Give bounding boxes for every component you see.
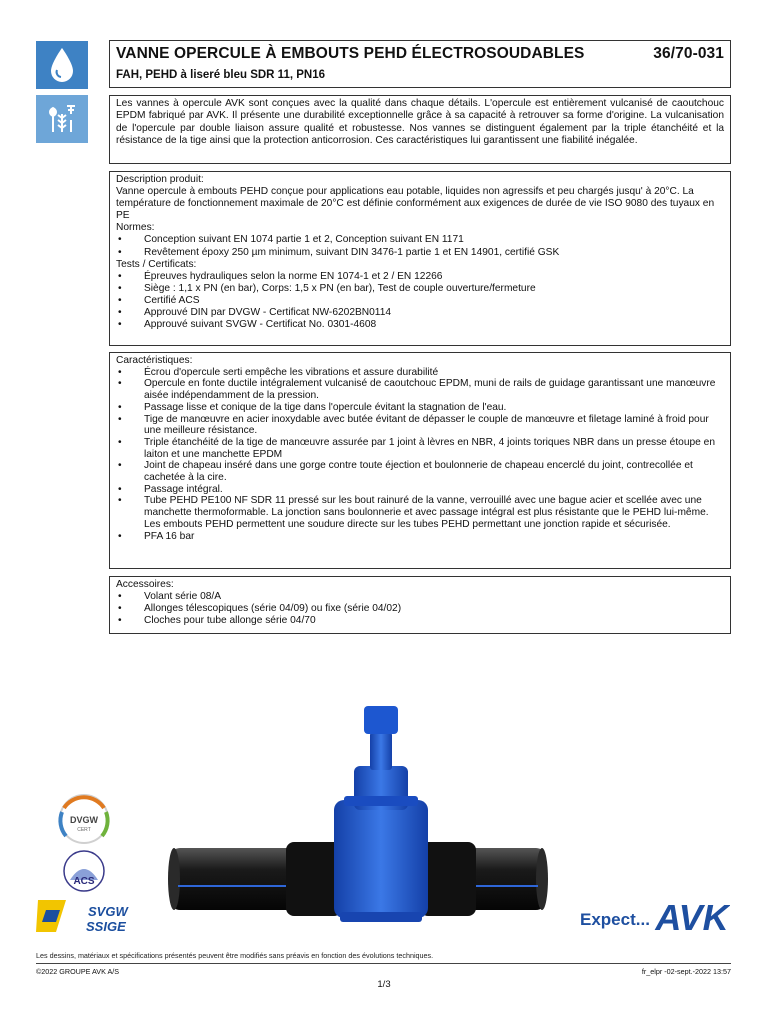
list-item: • Certifié ACS — [116, 295, 724, 307]
footer-doc-ref: fr_elpr -02-sept.-2022 13:57 — [641, 967, 731, 976]
normes-list — [116, 234, 724, 258]
page-subtitle: FAH, PEHD à liseré bleu SDR 11, PN16 — [116, 69, 325, 81]
list-item: • Passage lisse et conique de la tige dans l'opercule évitant la stagnation de l'eau. — [116, 402, 724, 414]
svg-text:ACS: ACS — [73, 876, 95, 887]
list-item: • Épreuves hydrauliques selon la norme EN 1074-1 et 2 / EN 12266 — [116, 271, 724, 283]
list-item: • Conception suivant EN 1074 partie 1 et 2, Conception suivant EN 1171 — [116, 234, 724, 246]
intro-box — [109, 95, 731, 164]
description-box — [109, 171, 731, 346]
characteristics-box — [109, 352, 731, 569]
title-box — [109, 40, 731, 88]
list-item: • Joint de chapeau inséré dans une gorge contre toute éjection et boulonnerie de chapeau encerclé du joint, contrecollée et cachetée à la cire. — [116, 460, 724, 483]
characteristics-heading: Caractéristiques: — [116, 355, 193, 366]
list-item: • Volant série 08/A — [116, 591, 724, 603]
description-heading: Description produit: — [116, 174, 204, 185]
list-item: • Allonges télescopiques (série 04/09) ou fixe (série 04/02) — [116, 603, 724, 615]
accessories-list — [116, 591, 724, 627]
list-item: • Tige de manœuvre en acier inoxydable avec butée évitant de dépasser le couple de manœuvre et filetage laminé à froid pour une meilleure résistance. — [116, 414, 724, 437]
tests-heading: Tests / Certificats: — [116, 258, 197, 270]
water-drop-icon — [36, 41, 88, 89]
tests-list — [116, 271, 724, 331]
svg-text:AVK: AVK — [655, 898, 729, 934]
agriculture-icon — [36, 95, 88, 143]
list-item: • Cloches pour tube allonge série 04/70 — [116, 615, 724, 627]
svg-text:SVGW: SVGW — [88, 904, 128, 919]
list-item: • Siège : 1,1 x PN (en bar), Corps: 1,5 x PN (en bar), Test de couple ouverture/fermeture — [116, 283, 724, 295]
footer-divider — [36, 963, 731, 964]
accessories-box — [109, 576, 731, 634]
list-item: • Approuvé DIN par DVGW - Certificat NW-6202BN0114 — [116, 307, 724, 319]
svgw-logo — [36, 900, 129, 934]
list-item: • Opercule en fonte ductile intégralement vulcanisé de caoutchouc EPDM, muni de rails de guidage garantissant une manœuvre aisée indépendamment de la pression. — [116, 378, 724, 401]
description-text: Vanne opercule à embouts PEHD conçue pour applications eau potable, liquides non agressifs et peu chargés jusqu' à 20°C. La température de fonctionnement maximale de 20°C est définie conformément aux exigences de durée de vie ISO 9080 des tuyaux en PE — [116, 186, 715, 222]
product-reference: 36/70-031 — [653, 45, 724, 62]
avk-logo — [654, 898, 730, 934]
svg-text:CERT: CERT — [77, 827, 91, 833]
list-item: • Passage intégral. — [116, 484, 724, 496]
certification-logos — [36, 792, 136, 942]
expect-tagline: Expect... — [580, 910, 650, 929]
footer-disclaimer: Les dessins, matériaux et spécifications présentés peuvent être modifiés sans préavis en fonction des évolutions techniques. — [36, 951, 434, 960]
dvgw-logo — [60, 795, 108, 843]
page-number: 1/3 — [377, 979, 391, 990]
product-image — [168, 700, 548, 930]
avk-brand — [580, 898, 730, 934]
footer-copyright: ©2022 GROUPE AVK A/S — [36, 967, 120, 976]
list-item: • Écrou d'opercule serti empêche les vibrations et assure durabilité — [116, 367, 724, 379]
page-title: VANNE OPERCULE À EMBOUTS PEHD ÉLECTROSOUDABLES — [116, 45, 585, 62]
svg-text:DVGW: DVGW — [70, 815, 98, 825]
svg-text:SSIGE: SSIGE — [86, 919, 126, 934]
list-item: • Approuvé suivant SVGW - Certificat No. 0301-4608 — [116, 319, 724, 331]
normes-heading: Normes: — [116, 222, 155, 234]
intro-text: Les vannes à opercule AVK sont conçues avec la qualité dans chaque détails. L'opercule est entièrement vulcanisé de caoutchouc EPDM fabriqué par AVK. Il présente une durabilité exceptionnelle grâce à sa capacité à retrouver sa forme d'origine. La vulcanisation de l'opercule par double liaison assure qualité et robustesse. Nos vannes se distinguent également par la triple étanchéité et la résistance de la tige ainsi que la protection anticorrosion. Ces caractéristiques lui garantissent une fiabilité inégalée. — [116, 98, 724, 146]
list-item: • PFA 16 bar — [116, 531, 724, 543]
accessories-heading: Accessoires: — [116, 579, 174, 590]
characteristics-list — [116, 367, 724, 543]
list-item: • Tube PEHD PE100 NF SDR 11 pressé sur les bout rainuré de la vanne, verrouillé avec une bague acier et scellée avec une manchette thermoformable. La jonction sans boulonnerie et avec passage intégral est plus résistante que le PEHD lui-même. Les embouts PEHD permettent une soudure directe sur les tubes PEHD permettant une jonction rapide et sécurisée. — [116, 495, 724, 530]
acs-logo — [64, 851, 104, 891]
list-item: • Revêtement époxy 250 µm minimum, suivant DIN 3476-1 partie 1 et EN 14901, certifié GSK — [116, 247, 724, 259]
list-item: • Triple étanchéité de la tige de manœuvre assurée par 1 joint à lèvres en NBR, 4 joints toriques NBR dans un presse étoupe en laiton et une manchette EPDM — [116, 437, 724, 460]
